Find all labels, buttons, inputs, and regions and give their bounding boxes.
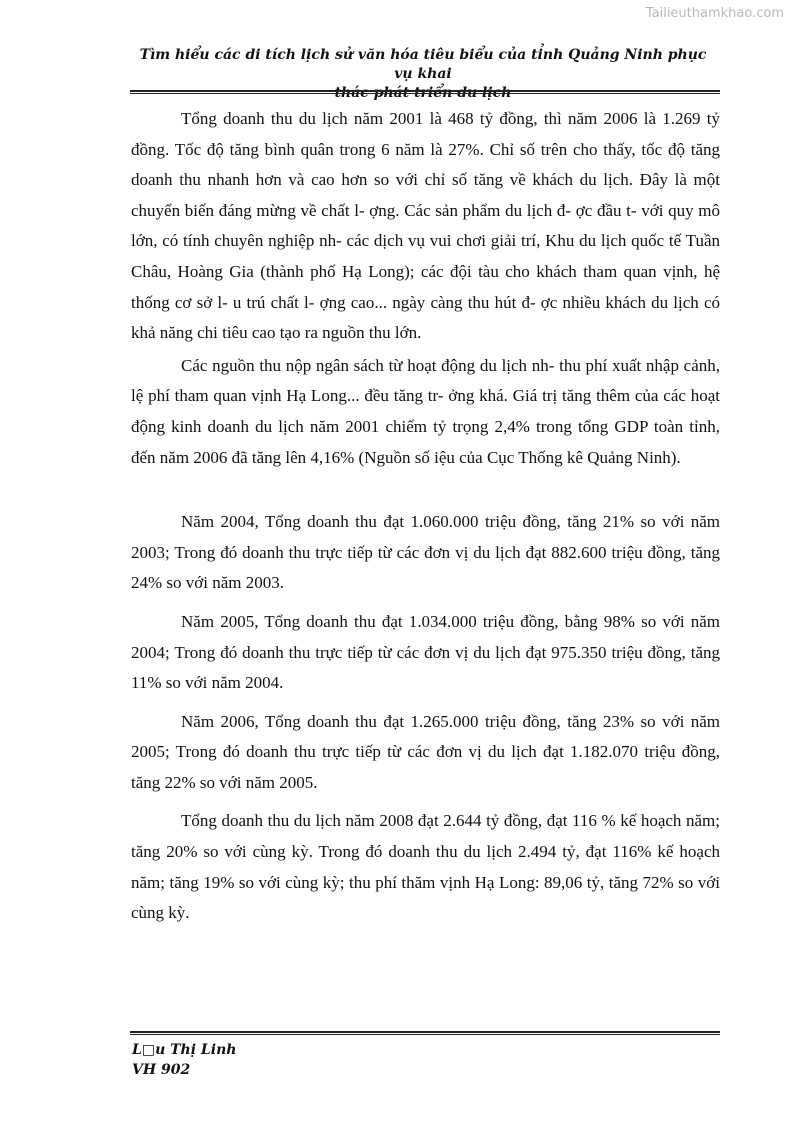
running-header [130, 46, 716, 103]
header-rule [130, 90, 720, 94]
footer-rule [130, 1031, 720, 1035]
footer-class-code: VH 902 [132, 1062, 191, 1078]
paragraph: Năm 2004, Tổng doanh thu đạt 1.060.000 triệu đồng, tăng 21% so với năm 2003; Trong đó doanh thu trực tiếp từ các đơn vị du lịch đạt 882.600 triệu đồng, tăng 24% so với năm 2003. [131, 512, 720, 593]
paragraph: Năm 2005, Tổng doanh thu đạt 1.034.000 triệu đồng, bằng 98% so với năm 2004; Trong đó doanh thu trực tiếp từ các đơn vị du lịch đạt 975.350 triệu đồng, tăng 11% so với năm 2004. [131, 611, 720, 693]
watermark: Tailieuthamkhao.com [645, 6, 784, 21]
paragraph: Năm 2006, Tổng doanh thu đạt 1.265.000 triệu đồng, tăng 23% so với năm 2005; Trong đó doanh thu trực tiếp từ các đơn vị du lịch đạt 1.182.070 triệu đồng, tăng 22% so với năm 2005. [131, 711, 720, 792]
header-line-2: thác phát triển du lịch [334, 85, 512, 101]
paragraph: Tổng doanh thu du lịch năm 2001 là 468 tỷ đồng, thì năm 2006 là 1.269 tỷ đồng. Tốc độ tăng bình quân trong 6 năm là 27%. Chỉ số trên cho thấy, tốc độ tăng doanh thu nhanh hơn và cao hơn so với chỉ số tăng về khách du lịch. Đây là một chuyển biến đáng mừng về chất l- ợng. Các sản phẩm du lịch đ- ợc đầu t- với quy mô lớn, có tính chuyên nghiệp nh- các dịch vụ vui chơi giải trí, Khu du lịch quốc tế Tuần Châu, Hoàng Gia (thành phố Hạ Long); các đội tàu cho khách tham quan vịnh, hệ thống cơ sở l- u trú chất l- ợng cao... ngày càng thu hút đ- ợc nhiều khách du lịch có khả năng chi tiêu cao tạo ra nguồn thu lớn. [131, 109, 720, 343]
footer-author: L□u Thị Linh [132, 1042, 237, 1058]
document-body [131, 104, 720, 929]
header-line-1: Tìm hiểu các di tích lịch sử văn hóa tiêu biểu của tỉnh Quảng Ninh phục vụ khai [139, 47, 707, 82]
paragraph: Các nguồn thu nộp ngân sách từ hoạt động du lịch nh- thu phí xuất nhập cảnh, lệ phí tham quan vịnh Hạ Long... đều tăng tr- ởng khá. Giá trị tăng thêm của các hoạt động kinh doanh du lịch năm 2001 chiếm tỷ trọng 2,4% trong tổng GDP toàn tỉnh, đến năm 2006 đã tăng lên 4,16% (Nguồn số iệu của Cục Thống kê Quảng Ninh). [131, 355, 720, 467]
paragraph: Tổng doanh thu du lịch năm 2008 đạt 2.644 tỷ đồng, đạt 116 % kế hoạch năm; tăng 20% so với cùng kỳ. Trong đó doanh thu du lịch 2.494 tỷ, đạt 116% kế hoạch năm; tăng 19% so với cùng kỳ; thu phí thăm vịnh Hạ Long: 89,06 tỷ, tăng 72% so với cùng kỳ. [131, 811, 720, 923]
running-footer [132, 1040, 236, 1080]
